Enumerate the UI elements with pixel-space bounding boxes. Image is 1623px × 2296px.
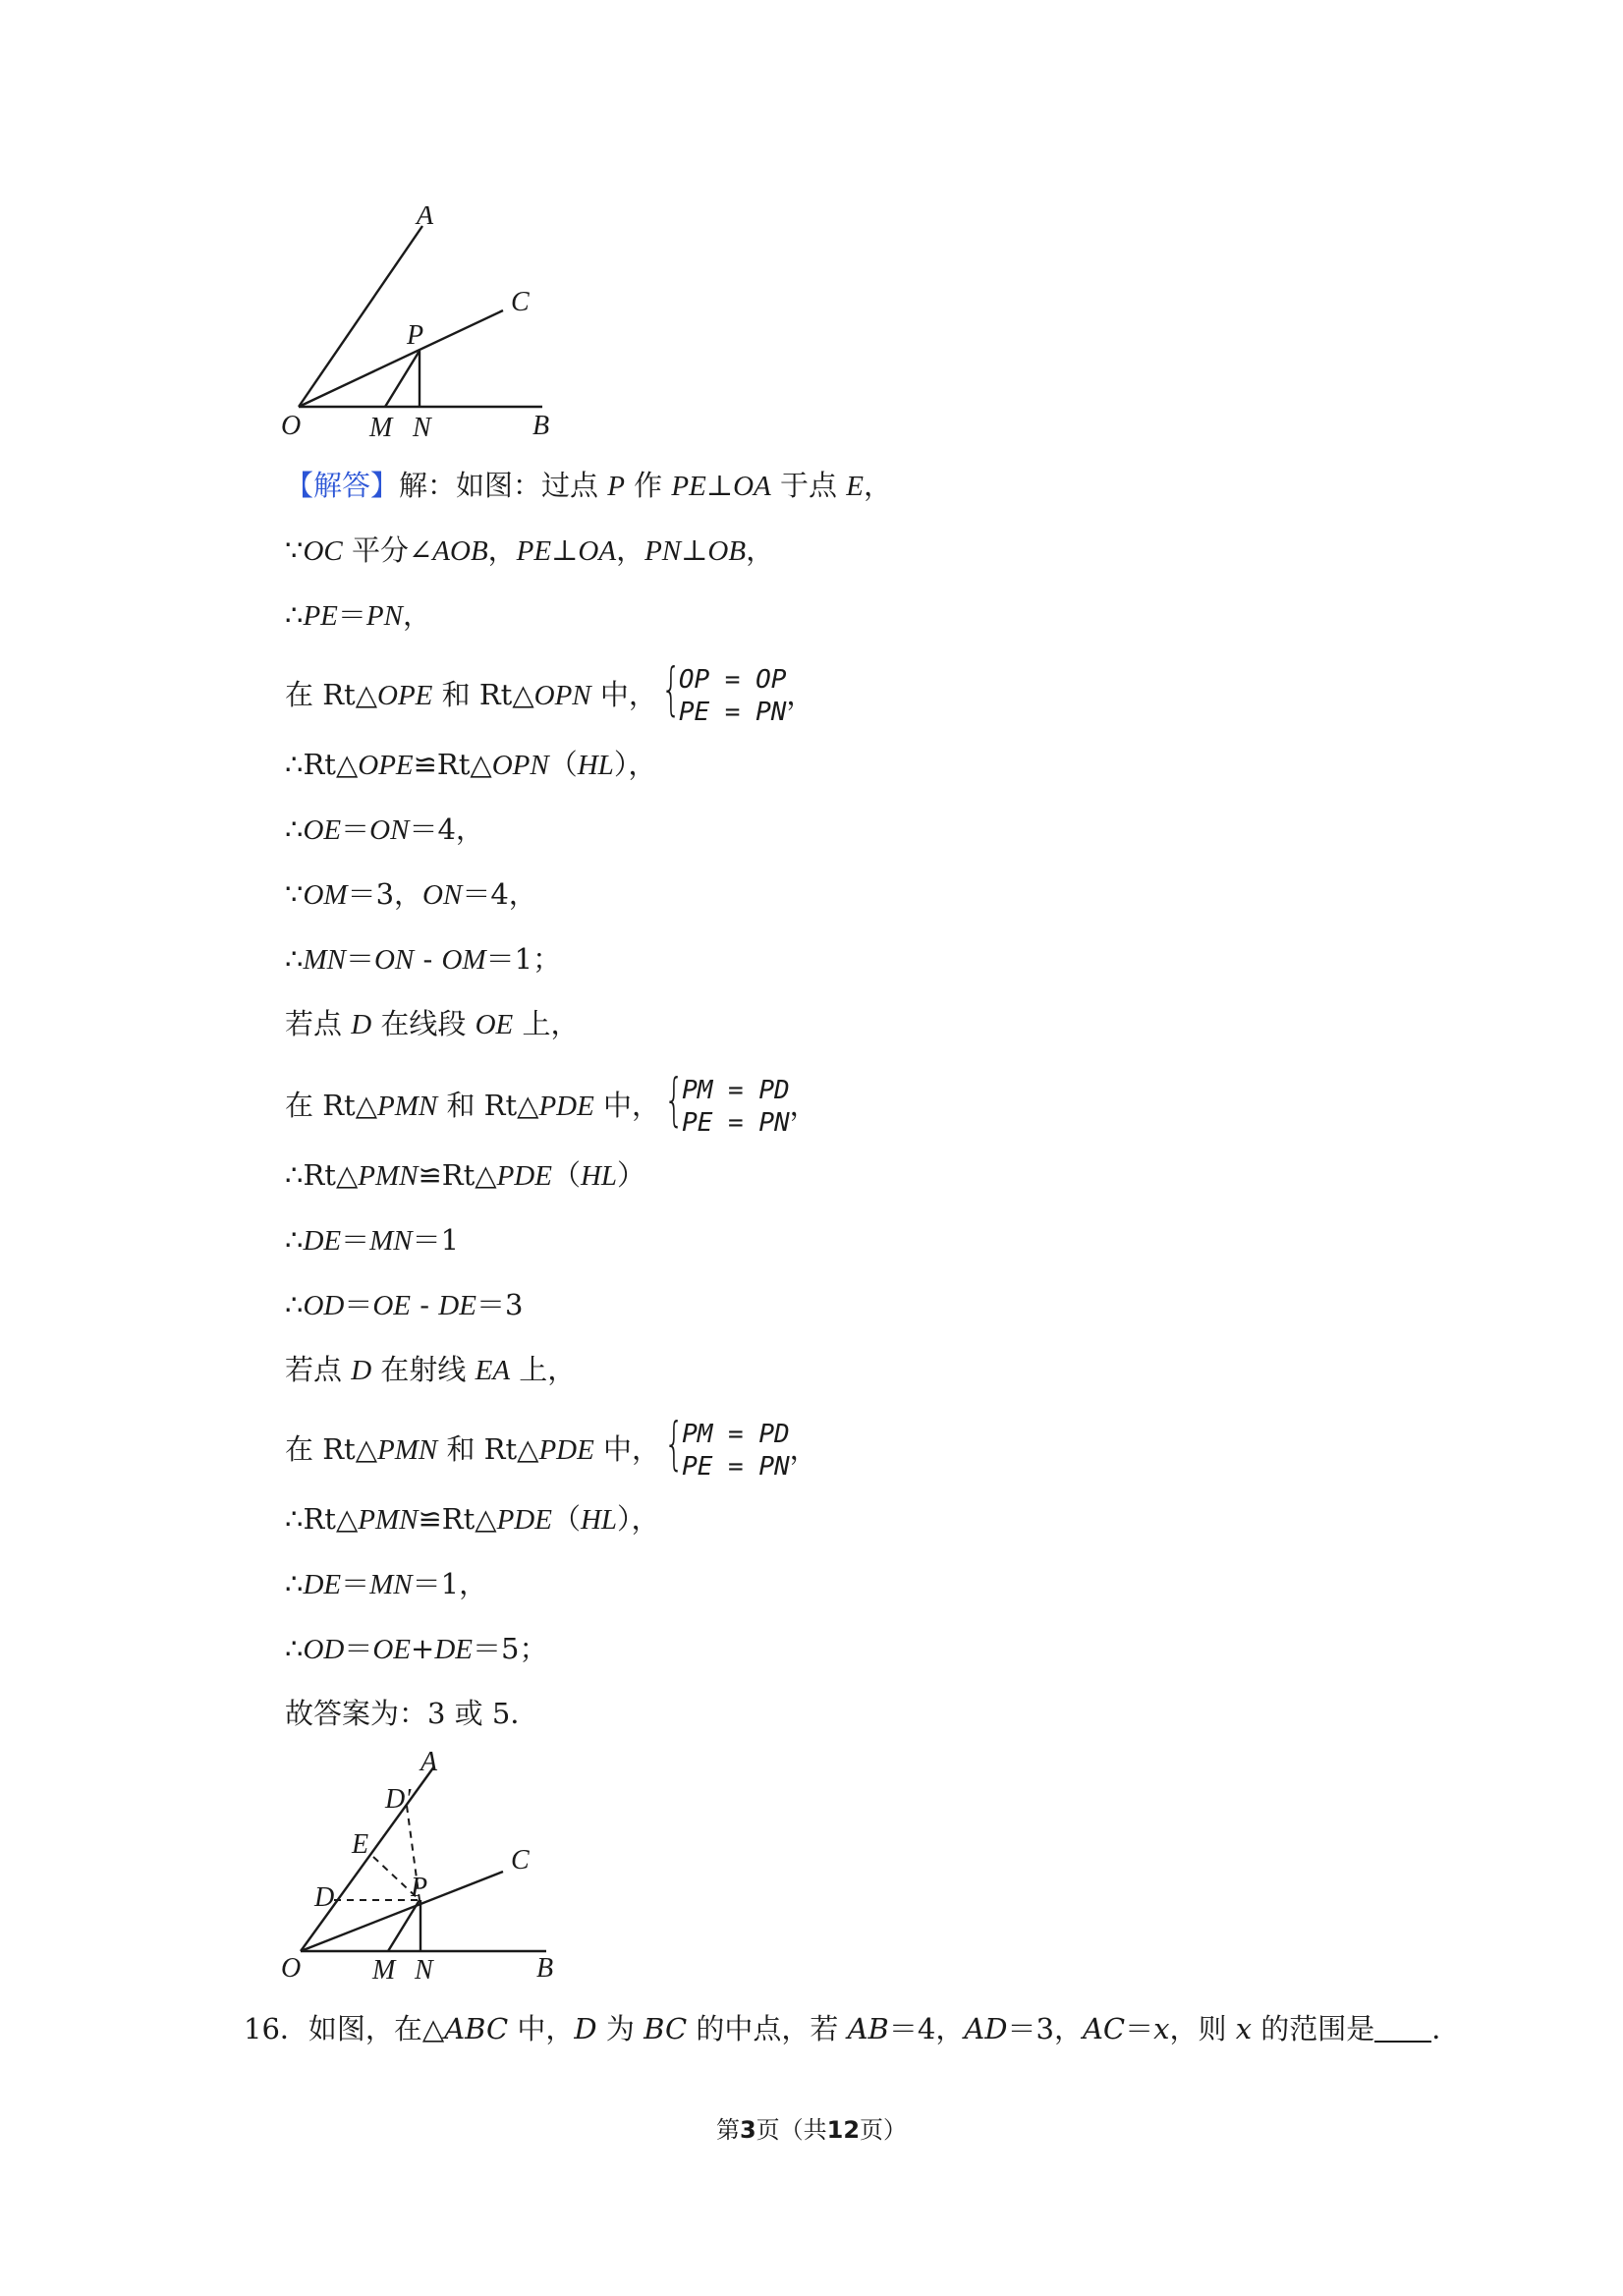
solution-line: ∴MN＝ON - OM＝1； [285, 942, 562, 976]
answer-tag: 【解答】 [285, 469, 400, 502]
solution-line: ∴DE＝MN＝1， [285, 1567, 488, 1600]
label-m: M [369, 413, 393, 442]
solution-line: 若点 D 在射线 EA 上， [285, 1353, 577, 1386]
equation-row: PE = PN [678, 698, 787, 727]
solution-line: ∴Rt△OPE≌Rt△OPN（HL）， [285, 748, 657, 781]
equation-row: PM = PD [682, 1420, 790, 1449]
label-n: N [415, 1955, 433, 1986]
solution-line: 若点 D 在线段 OE 上， [285, 1007, 580, 1040]
label-a: A [420, 1749, 438, 1777]
label-a: A [417, 206, 434, 231]
solution-line: ∴OD＝OE+DE＝5； [285, 1632, 548, 1665]
label-n: N [413, 413, 431, 442]
label-e: E [352, 1829, 369, 1860]
label-o: O [281, 1953, 302, 1984]
solution-line: 故答案为：3 或 5． [285, 1697, 539, 1730]
ray-oc [299, 310, 503, 407]
page-footer: 第3页（共12页） [715, 2116, 908, 2144]
equation-system: { PM = PD PE = PN [664, 1410, 790, 1482]
solution-line: ∴OD＝OE - DE＝3 [285, 1288, 524, 1321]
equation-system: { OP = OP PE = PN [660, 655, 787, 727]
solution-line: ∴OE＝ON＝4， [285, 812, 484, 846]
equation-row: PE = PN [682, 1108, 790, 1138]
question-end: ． [1431, 2012, 1461, 2045]
figure-angle-bisector [275, 206, 589, 442]
solution-line: 在 Rt△PMN 和 Rt△PDE 中， { PM = PD PE = PN ， [285, 1410, 818, 1482]
segment-pm [388, 1900, 420, 1951]
solution-line: 在 Rt△PMN 和 Rt△PDE 中， { PM = PD PE = PN ， [285, 1066, 818, 1138]
label-d: D [314, 1882, 335, 1913]
figure-solution-diagram [275, 1749, 589, 1989]
equation-system: { PM = PD PE = PN [664, 1066, 790, 1138]
answer-blank[interactable] [1374, 2041, 1431, 2043]
label-c: C [511, 287, 530, 317]
ray-oa [299, 226, 422, 407]
question-16 [244, 2011, 1460, 2046]
equation-row: OP = OP [678, 665, 787, 695]
solution-line: 【解答】解：如图：过点 P 作 PE⊥OA 于点 E， [285, 469, 892, 502]
solution-line: ∴DE＝MN＝1 [285, 1223, 460, 1257]
solution-line: ∴Rt△PMN≌Rt△PDE（HL）， [285, 1502, 660, 1536]
label-m: M [372, 1955, 396, 1986]
question-text: 如图，在△ABC 中，D 为 BC 的中点，若 AB＝4，AD＝3，AC＝x，则 x 的范围是 [308, 2012, 1375, 2045]
solution-line: ∵OM＝3，ON＝4， [285, 877, 537, 911]
label-p: P [407, 320, 424, 351]
label-b: B [532, 411, 550, 441]
label-d1: D' [385, 1784, 412, 1815]
question-number: 16． [244, 2012, 308, 2045]
solution-line: ∴PE＝PN， [285, 598, 431, 632]
page-total: 12 [826, 2116, 861, 2144]
equation-row: PE = PN [682, 1452, 790, 1482]
solution-line: ∴Rt△PMN≌Rt△PDE（HL） [285, 1158, 646, 1192]
label-p: P [411, 1873, 428, 1903]
solution-line: ∵OC 平分∠AOB，PE⊥OA，PN⊥OB， [285, 533, 775, 567]
label-b: B [536, 1953, 554, 1984]
equation-row: PM = PD [682, 1076, 790, 1105]
solution-line: 在 Rt△OPE 和 Rt△OPN 中， { OP = OP PE = PN ， [285, 655, 815, 727]
label-c: C [511, 1845, 530, 1876]
label-o: O [281, 411, 302, 441]
page-number: 3 [739, 2116, 756, 2144]
